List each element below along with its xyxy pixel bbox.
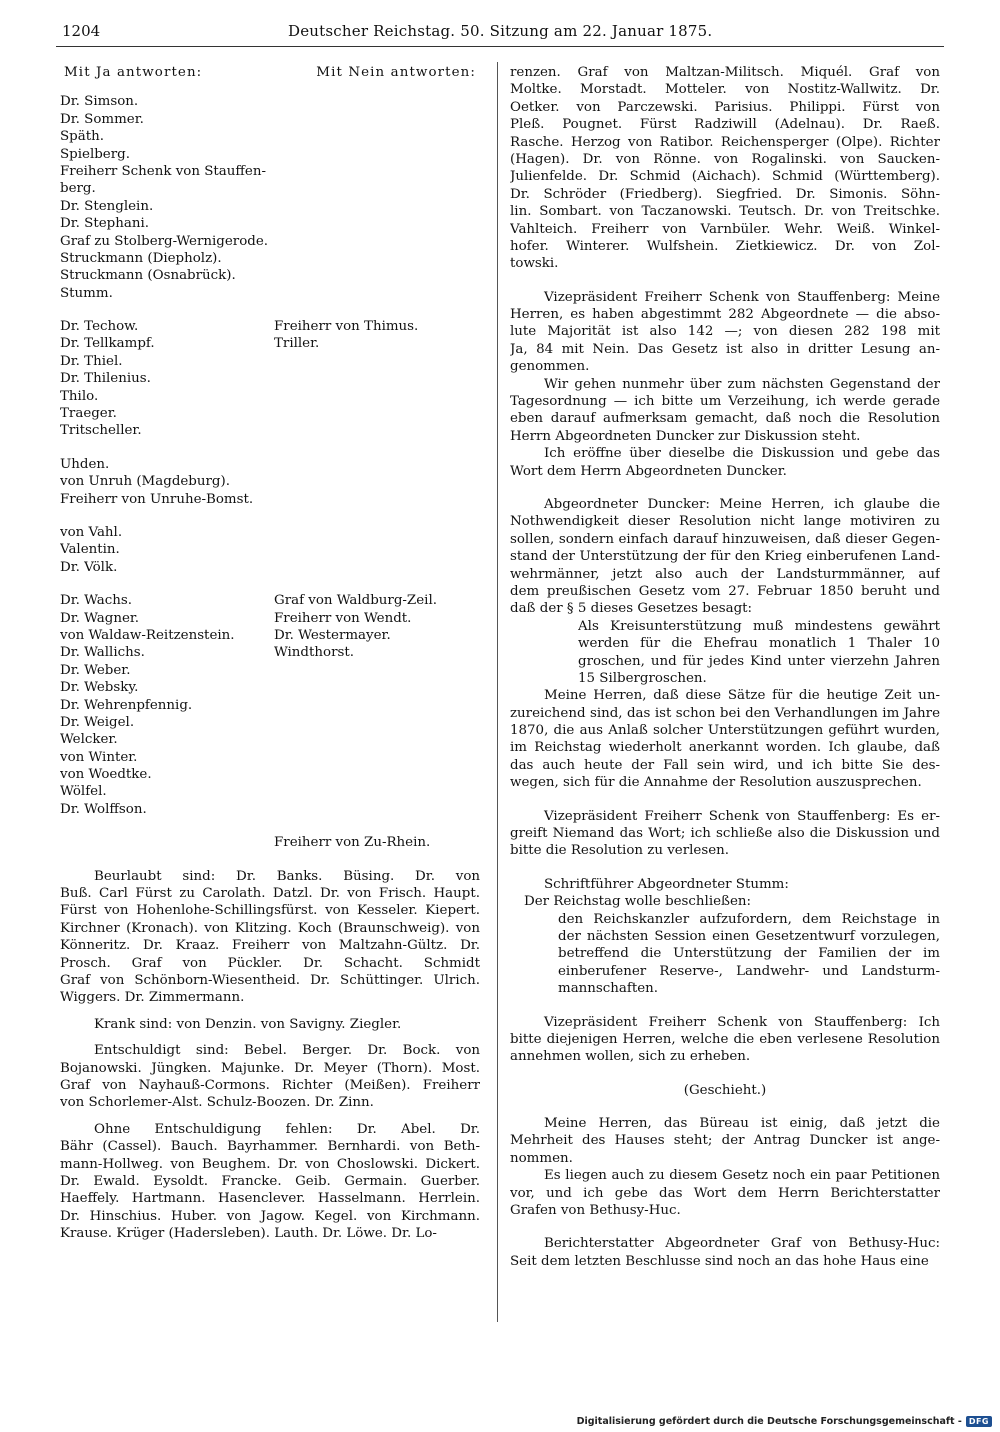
secretary-heading: Schriftführer Abgeordneter Stumm: (544, 876, 789, 892)
no-list-t-line: Freiherr von Thimus. (274, 319, 419, 335)
yes-list-w-line: von Winter. (60, 749, 138, 765)
no-list-continued-line: towski. (510, 256, 559, 272)
no-list-w-line: Freiherr von Wendt. (274, 610, 412, 626)
paragraph-vote-result-line: Herren, es haben abgestimmt 282 Abgeordnete — die abso- (510, 307, 940, 323)
page-number: 1204 (62, 22, 101, 40)
ohne-entschuldigung-paragraph-line: Ohne Entschuldigung fehlen: Dr. Abel. Dr. (94, 1121, 480, 1137)
yes-list-t-line: Dr. Techow. (60, 319, 139, 335)
ohne-entschuldigung-paragraph-line: Haeffely. Hartmann. Hasenclever. Hasselmann. Herrlein. (60, 1191, 480, 1207)
entschuldigt-paragraph-line: Entschuldigt sind: Bebel. Berger. Dr. Bock. von (94, 1043, 480, 1059)
paragraph-vote-call-line: bitte diejenigen Herren, welche die eben verlesene Resolution (510, 1031, 940, 1047)
paragraph-duncker-2-line: wegen, sich für die Annahme der Resolution auszusprechen. (510, 775, 922, 791)
yes-list-s-line: Struckmann (Osnabrück). (60, 268, 236, 284)
no-list-continued-line: Rasche. Herzog von Ratibor. Reichensperger (Olpe). Richter (510, 134, 940, 150)
beurlaubt-paragraph-line: Buß. Carl Fürst zu Carolath. Datzl. Dr. von Frisch. Haupt. (60, 886, 480, 902)
yes-list-u-line: Uhden. (60, 456, 110, 472)
no-list-w-line: Windthorst. (274, 645, 354, 661)
quote-law-line: groschen, und für jedes Kind unter vierzehn Jahren (578, 653, 940, 669)
no-list-t-line: Triller. (274, 336, 320, 352)
yes-list-v-line: Valentin. (60, 542, 120, 558)
beurlaubt-paragraph-line: Graf von Schönborn-Wiesentheid. Dr. Schüttinger. Ulrich. (60, 972, 480, 988)
resolution-text (510, 911, 940, 998)
no-list-continued-line: Pleß. Pougnet. Fürst Radziwill (Adelnau). Dr. Raeß. (510, 117, 940, 133)
paragraph-open-discussion-line: Wort dem Herrn Abgeordneten Duncker. (510, 463, 787, 479)
yes-list-v-line: von Vahl. (60, 525, 123, 540)
paragraph-vote-call-line: annehmen wollen, sich zu erheben. (510, 1049, 751, 1065)
page-footer (577, 1416, 992, 1427)
beurlaubt-paragraph-line: Kirchner (Kronach). von Klitzing. Koch (Braunschweig). von (60, 920, 480, 936)
yes-list-t-line: Dr. Tellkampf. (60, 336, 155, 352)
no-list-continued-line: Julienfelde. Dr. Schmid (Aichach). Schmid (Württemberg). (510, 169, 940, 185)
paragraph-rapporteur-line: Seit dem letzten Beschlusse sind noch an das hohe Haus eine (510, 1253, 929, 1269)
column-divider (497, 62, 498, 1322)
paragraph-duncker-line: stand der Unterstützung der für den Krieg einberufenen Land- (510, 549, 940, 565)
yes-list-t (60, 318, 274, 440)
footer-text: Digitalisierung gefördert durch die Deutsche Forschungsgemeinschaft - (576, 1416, 962, 1427)
yes-list-s-line: Freiherr Schenk von Stauffen- (60, 163, 266, 179)
yes-list-w-line: Dr. Wallichs. (60, 645, 145, 661)
yes-list-w-line: Dr. Wachs. (60, 593, 133, 609)
yes-list-t-line: Thilo. (60, 388, 99, 404)
paragraph-duncker-line: dem preußischen Gesetz vom 27. Februar 1850 beruht und (510, 583, 940, 599)
no-list-w (274, 592, 480, 818)
entschuldigt-paragraph (60, 1042, 480, 1112)
beurlaubt-paragraph-line: Prosch. Graf von Pückler. Dr. Schacht. Schmidt (60, 955, 480, 971)
paragraph-adopted-line: nommen. (510, 1150, 573, 1166)
no-list-t (274, 318, 480, 440)
paragraph-open-discussion-line: Ich eröffne über dieselbe die Diskussion und gebe das (544, 446, 940, 462)
yes-list-s-line: Dr. Stenglein. (60, 198, 154, 214)
yes-list-w-line: Dr. Wagner. (60, 610, 140, 626)
paragraph-petitions-line: Grafen von Bethusy-Huc. (510, 1203, 681, 1219)
paragraph-next-item-line: Wir gehen nunmehr über zum nächsten Gegenstand der (544, 376, 940, 392)
paragraph-petitions-line: Es liegen auch zu diesem Gesetz noch ein paar Petitionen (544, 1168, 940, 1184)
paragraph-close-discussion (510, 808, 940, 860)
quote-law-line: Als Kreisunterstützung muß mindestens gewährt (578, 618, 940, 634)
yes-list-s-line: Stumm. (60, 285, 113, 301)
paragraph-next-item-line: Tagesordnung — ich bitte um Verzeihung, ich werde gerade (510, 394, 940, 410)
paragraph-close-discussion-line: bitte die Resolution zu verlesen. (510, 843, 729, 859)
resolution-text-line: einberufener Reserve-, Landwehr- und Landsturm- (558, 963, 940, 979)
paragraph-duncker-line: daß der § 5 dieses Gesetzes besagt: (510, 601, 753, 617)
beurlaubt-paragraph (60, 868, 480, 1007)
dfg-logo: DFG (966, 1416, 992, 1427)
resolution-intro: Der Reichstag wolle beschließen: (524, 894, 752, 910)
yes-list-w-line: von Woedtke. (60, 767, 152, 783)
yes-list-w-line: Dr. Wolffson. (60, 801, 147, 817)
no-list-z: Freiherr von Zu-Rhein. (274, 835, 431, 851)
yes-list-w-line: Dr. Wehrenpfennig. (60, 697, 193, 713)
paragraph-open-discussion (510, 445, 940, 480)
no-list-continued-line: Dr. Schröder (Friedberg). Siegfried. Dr. Simonis. Söhn- (510, 186, 940, 202)
yes-list-s-line: Struckmann (Diepholz). (60, 250, 222, 266)
yes-list-w-line: von Waldaw-Reitzenstein. (60, 627, 235, 643)
ohne-entschuldigung-paragraph-line: mann-Hollweg. von Beughem. Dr. von Choslowski. Dickert. (60, 1156, 480, 1172)
paragraph-duncker-line: sollen, sondern einfach darauf hinzuweisen, daß dieser Gegen- (510, 531, 940, 547)
yes-list-w-line: Dr. Websky. (60, 680, 139, 696)
ohne-entschuldigung-paragraph-line: Dr. Ewald. Eysoldt. Francke. Geib. Germain. Guerber. (60, 1173, 480, 1189)
paragraph-rapporteur (510, 1235, 940, 1270)
yes-list-w-line: Welcker. (60, 732, 118, 748)
ohne-entschuldigung-paragraph-line: Dr. Hinschius. Huber. von Jagow. Kegel. von Kirchmann. (60, 1208, 480, 1224)
paragraph-vote-call (510, 1014, 940, 1066)
vote-headings (60, 64, 480, 81)
paragraph-vote-result-line: lute Majorität ist also 142 —; von diesen 282 198 mit (510, 324, 940, 340)
left-column (60, 64, 480, 1242)
quote-law (510, 618, 940, 688)
paragraph-adopted (510, 1115, 940, 1167)
paragraph-duncker-2-line: das auch heute der Fall sein wird, und ich bitte Sie des- (510, 757, 940, 773)
beurlaubt-paragraph-line: Fürst von Hohenlohe-Schillingsfürst. von Kesseler. Kiepert. (60, 903, 480, 919)
yes-list-t-line: Dr. Thiel. (60, 353, 123, 369)
quote-law-line: 15 Silbergroschen. (578, 670, 707, 686)
no-list-continued-line: renzen. Graf von Maltzan-Militsch. Miquél. Graf von (510, 65, 940, 80)
heading-no: Mit Nein antworten: (316, 65, 476, 80)
yes-list-u-line: Freiherr von Unruhe-Bomst. (60, 491, 254, 507)
paragraph-next-item-line: Herrn Abgeordneten Duncker zur Diskussion steht. (510, 428, 861, 444)
entschuldigt-paragraph-line: Bojanowski. Jüngken. Majunke. Dr. Meyer (Thorn). Most. (60, 1060, 480, 1076)
yes-list-v-line: Dr. Völk. (60, 559, 118, 575)
heading-yes: Mit Ja antworten: (64, 65, 203, 80)
ohne-entschuldigung-paragraph (60, 1121, 480, 1243)
paragraph-close-discussion-line: greift Niemand das Wort; ich schließe also die Diskussion und (510, 826, 940, 842)
list-t (60, 318, 480, 440)
resolution-text-line: betreffend die Unterstützung der Familien der im (558, 946, 940, 962)
beurlaubt-paragraph-line: Wiggers. Dr. Zimmermann. (60, 990, 245, 1006)
no-list-continued-line: hofer. Winterer. Wulfshein. Zietkiewicz. Dr. von Zol- (510, 238, 940, 254)
paragraph-vote-result (510, 289, 940, 376)
paragraph-close-discussion-line: Vizepräsident Freiherr Schenk von Stauffenberg: Es er- (544, 808, 940, 824)
yes-list-w-line: Wölfel. (60, 784, 107, 800)
yes-list-t-line: Traeger. (60, 406, 117, 422)
yes-list-s-line: Dr. Stephani. (60, 216, 149, 232)
paragraph-duncker-line: Abgeordneter Duncker: Meine Herren, ich glaube die (544, 496, 940, 512)
yes-list-s-line: Dr. Simson. (60, 94, 139, 110)
paragraph-vote-result-line: Vizepräsident Freiherr Schenk von Stauffenberg: Meine (544, 289, 940, 305)
paragraph-adopted-line: Meine Herren, das Büreau ist einig, daß jetzt die (544, 1116, 940, 1132)
paragraph-next-item (510, 376, 940, 446)
paragraph-duncker-2 (510, 687, 940, 791)
yes-list-u (60, 456, 480, 508)
no-list-continued-line: lin. Sombart. von Taczanowski. Teutsch. Dr. von Treitschke. (510, 204, 940, 220)
paragraph-duncker-line: Nothwendigkeit dieser Resolution nicht lange motiviren zu (510, 514, 940, 530)
page-header (56, 18, 944, 44)
yes-list-t-line: Tritscheller. (60, 423, 142, 439)
yes-list-w-line: Dr. Weigel. (60, 714, 135, 730)
yes-list-s-line: Graf zu Stolberg-Wernigerode. (60, 233, 269, 249)
list-w (60, 592, 480, 818)
yes-list-s-line: Spielberg. (60, 146, 130, 162)
right-column (510, 64, 940, 1270)
paragraph-duncker (510, 496, 940, 618)
no-list-continued (510, 64, 940, 273)
paragraph-vote-result-line: Ja, 84 mit Nein. Das Gesetz ist also in dritter Lesung an- (510, 341, 940, 357)
no-list-continued-line: Oetker. von Parczewski. Parisius. Philippi. Fürst von (510, 99, 940, 115)
paragraph-duncker-2-line: Meine Herren, daß diese Sätze für die heutige Zeit un- (544, 688, 940, 704)
paragraph-next-item-line: eben darauf aufmerksam gemacht, daß noch die Resolution (510, 411, 940, 427)
paragraph-petitions (510, 1167, 940, 1219)
yes-list-v (60, 524, 480, 576)
ohne-entschuldigung-paragraph-line: Krause. Krüger (Hadersleben). Lauth. Dr. Löwe. Dr. Lo- (60, 1226, 437, 1242)
running-title: Deutscher Reichstag. 50. Sitzung am 22. Januar 1875. (288, 22, 713, 40)
paragraph-rapporteur-line: Berichterstatter Abgeordneter Graf von Bethusy-Huc: (544, 1236, 940, 1252)
happens-note: (Geschieht.) (683, 1082, 767, 1098)
paragraph-vote-call-line: Vizepräsident Freiherr Schenk von Stauffenberg: Ich (544, 1014, 940, 1030)
no-list-w-line: Graf von Waldburg-Zeil. (274, 593, 437, 609)
paragraph-duncker-line: wehrmänner, jetzt also auch der Landsturmmänner, auf (510, 566, 940, 582)
paragraph-duncker-2-line: zureichend sind, das ist schon bei den Verhandlungen im Jahre (510, 705, 940, 721)
resolution-text-line: den Reichskanzler aufzufordern, dem Reichstage in (558, 911, 940, 927)
paragraph-duncker-2-line: 1870, die aus Anlaß solcher Unterstützungen geführt wurden, (510, 723, 940, 739)
header-rule (56, 46, 944, 47)
quote-law-line: werden für die Ehefrau monatlich 1 Thaler 10 (578, 636, 940, 652)
paragraph-adopted-line: Mehrheit des Hauses steht; der Antrag Duncker ist ange- (510, 1133, 940, 1149)
resolution-text-line: der nächsten Session einen Gesetzentwurf vorzulegen, (558, 928, 940, 944)
yes-list-w-line: Dr. Weber. (60, 662, 131, 678)
entschuldigt-paragraph-line: von Schorlemer-Alst. Schulz-Boozen. Dr. Zinn. (60, 1095, 374, 1111)
paragraph-petitions-line: vor, und ich gebe das Wort dem Herrn Berichterstatter (510, 1185, 940, 1201)
beurlaubt-paragraph-line: Beurlaubt sind: Dr. Banks. Büsing. Dr. von (94, 868, 480, 884)
yes-list-s (60, 93, 480, 302)
beurlaubt-paragraph-line: Könneritz. Dr. Kraaz. Freiherr von Maltzahn-Gültz. Dr. (60, 938, 480, 954)
yes-list-t-line: Dr. Thilenius. (60, 371, 151, 387)
no-list-continued-line: (Hagen). Dr. von Rönne. von Rogalinski. von Saucken- (510, 151, 940, 167)
no-list-continued-line: Vahlteich. Freiherr von Varnbüler. Wehr. Weiß. Winkel- (510, 221, 940, 237)
ohne-entschuldigung-paragraph-line: Bähr (Cassel). Bauch. Bayrhammer. Bernhardi. von Beth- (60, 1139, 480, 1155)
yes-list-s-line: Späth. (60, 129, 104, 145)
yes-list-u-line: von Unruh (Magdeburg). (60, 474, 230, 490)
yes-list-w (60, 592, 274, 818)
paragraph-vote-result-line: genommen. (510, 359, 590, 375)
krank-paragraph: Krank sind: von Denzin. von Savigny. Ziegler. (94, 1016, 402, 1032)
entschuldigt-paragraph-line: Graf von Nayhauß-Cormons. Richter (Meißen). Freiherr (60, 1077, 480, 1093)
paragraph-duncker-2-line: im Reichstag wiederholt anerkannt worden. Ich glaube, daß (510, 740, 940, 756)
yes-list-s-line: berg. (60, 181, 96, 197)
resolution-text-line: mannschaften. (558, 981, 659, 997)
yes-list-s-line: Dr. Sommer. (60, 111, 144, 127)
no-list-w-line: Dr. Westermayer. (274, 627, 391, 643)
no-list-continued-line: Moltke. Morstadt. Motteler. von Nostitz-Wallwitz. Dr. (510, 82, 940, 98)
